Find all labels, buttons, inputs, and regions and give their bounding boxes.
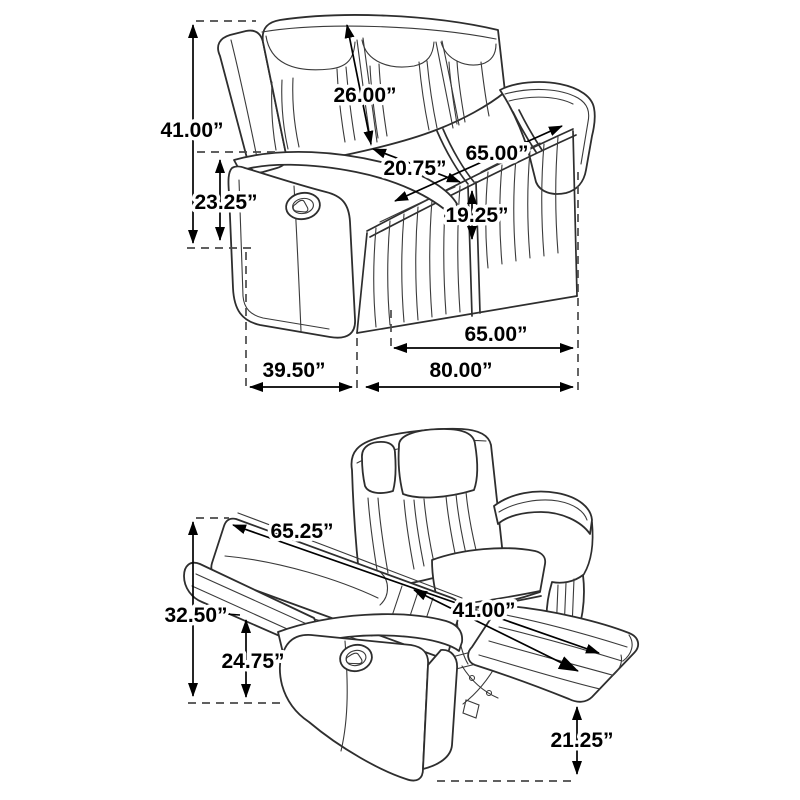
- dim-label-inner-width: 65.00”: [464, 323, 528, 346]
- dim-label-seat-width: 65.00”: [465, 142, 529, 165]
- dim-label-overall-width: 80.00”: [429, 359, 493, 382]
- dim-label-reclined-arm-height: 24.75”: [221, 650, 285, 673]
- dim-label-seat-depth: 20.75”: [383, 157, 447, 180]
- dim-label-back-height: 26.00”: [333, 84, 397, 107]
- dim-label-reclined-depth: 41.00”: [452, 599, 516, 622]
- dim-label-reclined-width: 65.25”: [270, 520, 334, 543]
- dim-label-overall-height: 41.00”: [160, 119, 224, 142]
- dim-label-seat-height: 19.25”: [445, 204, 509, 227]
- dim-label-overall-depth: 39.50”: [262, 359, 326, 382]
- dim-label-arm-height: 23.25”: [194, 191, 258, 214]
- dim-label-footrest-height: 21.25”: [550, 729, 614, 752]
- dim-label-reclined-height: 32.50”: [164, 604, 228, 627]
- sofa-reclined-drawing: [184, 429, 638, 781]
